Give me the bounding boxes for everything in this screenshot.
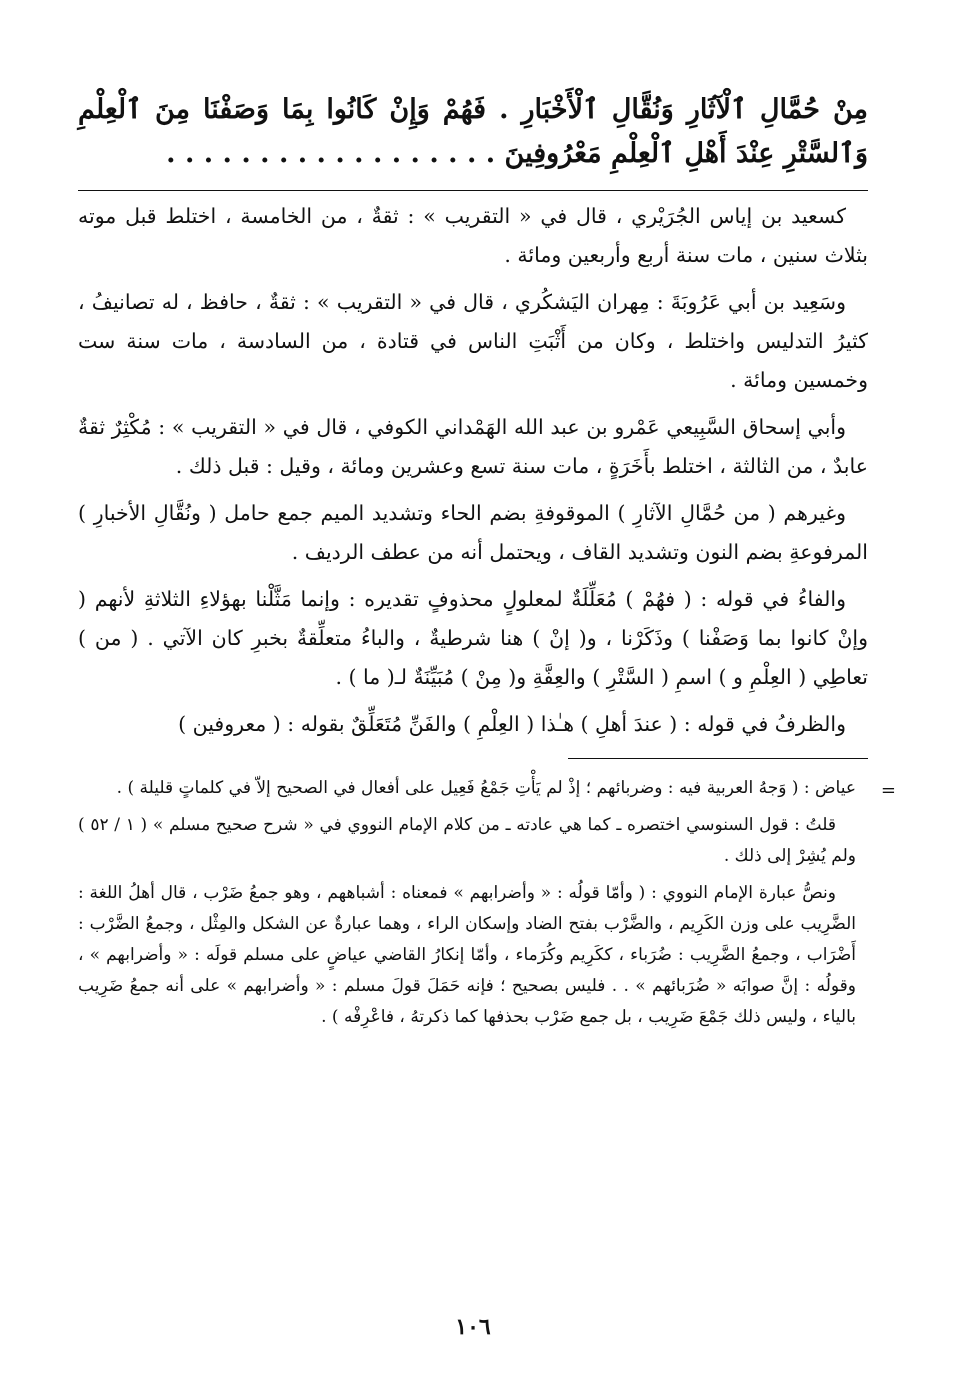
main-text-block	[78, 88, 868, 176]
commentary-block	[78, 197, 868, 744]
footnote-divider	[568, 758, 868, 759]
commentary-paragraph-5: والفاءُ في قوله : ( فهُمْ ) مُعَلِّلَةٌ لمعلولٍ محذوفٍ تقديره : وإنما مَثَّلْنا بهؤلاءِ الثلاثةِ لأنهم ( وإنْ كانوا بما وَصَفْنا ) وذَكَرْنا ، و( إنْ ) هنا شرطيةٌ ، والباءُ متعلِّقةٌ بخبرِ كان الآتي . ( من ) تعاطِي ( العِلْمِ و ) اسمِ ( السَّتْرِ ) والعِفَّةِ و( مِنْ ) مُبَيِّنَةٌ لـ( ما ) .	[78, 587, 868, 689]
book-page	[78, 88, 896, 1378]
footnote-paragraph-2: قلتُ : قول السنوسي اختصره ـ كما هي عادته ـ من كلام الإمام النووي في « شرح صحيح مسلم » ( ١ / ٥٢ ) ولم يُشِرْ إلى ذلك .	[78, 815, 856, 866]
commentary-paragraph-6: والظرفُ في قوله : ( عندَ أهلِ ) هـٰذا ( العِلْمِ ) والفَنِّ مُتَعَلِّقٌ بقوله : ( معروفين )	[178, 712, 846, 736]
main-text-divider	[78, 190, 868, 191]
footnote-continuation-mark: =	[880, 780, 896, 801]
page-number: ١٠٦	[455, 1314, 491, 1340]
commentary-paragraph-3: وأبي إسحاق السَّبِيعي عَمْرو بن عبد الله الهَمْداني الكوفي ، قال في « التقريب » : مُكْثِرٌ ثقةٌ عابدٌ ، من الثالثة ، اختلط بأَخَرَةٍ ، مات سنة تسع وعشرين ومائة ، وقيل : قبل ذلك .	[78, 415, 868, 478]
footnote-paragraph-3: ونصُّ عبارة الإمام النووي : ( وأمّا قولُه : « وأضرابهم » فمعناه : أشباههم ، وهو جمعُ ضَرْب ، قال أهلُ اللغة : الضَّرِيب على وزن الكَرِيم ، والضَّرْب بفتح الضاد وإسكان الراء ، وهما عبارةٌ عن الشكل والمِثْل ، وجمعُ الضَّرْب : أَضْرَاب ، وجمعُ الضَّرِيب : ضُرَباء ، ككَرِيم وكُرَماء ، وأمّا إنكارُ القاضي عياضٍ على مسلم قولَه : « وأضرابهم » ، وقولُه : إنَّ صوابَه « ضُرَبائهم » . . فليس بصحيح ؛ فإنه حَمَلَ قولَ مسلم : « وأضرابهم » على أنه جمعُ ضَرِيب بالياء ، وليس ذلك جَمْعَ ضَرِيب ، بل جمع ضَرْب بحذفها كما ذكرتهُ ، فاعْرِفْه ) .	[78, 883, 856, 1027]
footnotes-block	[78, 773, 896, 1033]
commentary-paragraph-4: وغيرهم ( من حُمَّالِ الآثارِ ) الموقوفةِ بضم الحاء وتشديد الميم جمع حامل ( ونُقَّالِ الأخبارِ ) المرفوعةِ بضم النون وتشديد القاف ، ويحتمل أنه من عطف الرديف .	[78, 501, 868, 564]
commentary-paragraph-2: وسَعِيد بن أبي عَرُوبَةَ : مِهران اليَشكُري ، قال في « التقريب » : ثقةٌ ، حافظ ، له تصانيفُ ، كثيرُ التدليس واختلط ، وكان من أَثْبَتِ الناس في قتادة ، من السادسة ، مات سنة ست وخمسين ومائة .	[78, 290, 868, 392]
main-text: مِنْ حُمَّالِ ٱلْآثَارِ وَنُقَّالِ ٱلْأَخْبَارِ . فَهُمْ وَإِنْ كَانُوا بِمَا وَصَفْنَا مِنَ ٱلْعِلْمِ وَٱلسَّتْرِ عِنْدَ أَهْلِ ٱلْعِلْمِ مَعْرُوفِينَ . . . . . . . . . . . . . . . . . .	[78, 94, 868, 169]
commentary-paragraph-1: كسعيد بن إياس الجُرَيْري ، قال في « التقريب » : ثقةٌ ، من الخامسة ، اختلط قبل موته بثلاث سنين ، مات سنة أربع وأربعين ومائة .	[78, 204, 868, 267]
footnote-paragraph-1: عياض : ( وَجهُ العربية فيه : وضربائهم ؛ إذْ لم يَأْتِ جَمْعُ فَعِيل على أفعال في الصحيح إلاّ في كلماتٍ قليلة ) .	[116, 778, 856, 798]
